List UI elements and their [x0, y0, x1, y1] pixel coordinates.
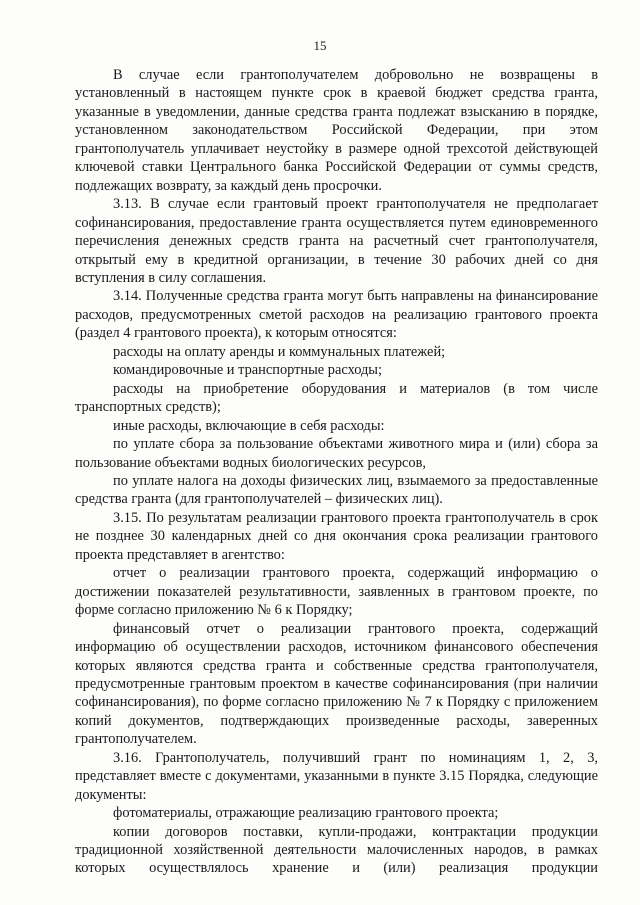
paragraph: фотоматериалы, отражающие реализацию грантового проекта;	[113, 805, 499, 822]
paragraph: 3.15. По результатам реализации грантового проекта грантополучатель в срок не позднее 30 календарных дней со дня окончания срока реализации грантового проекта представляет в агентство:	[75, 509, 598, 563]
paragraph: по уплате налога на доходы физических лиц, взымаемого за предоставленные средства гранта (для грантополучателей – физических лиц).	[75, 472, 598, 508]
paragraph: расходы на приобретение оборудования и материалов (в том числе транспортных средств);	[75, 380, 598, 416]
paragraph: 3.16. Грантополучатель, получивший грант по номинациям 1, 2, 3, представляет вместе с документами, указанными в пункте 3.15 Порядка, следующие документы:	[75, 749, 598, 803]
paragraph: отчет о реализации грантового проекта, содержащий информацию о достижении показателей результативности, заявленных в грантовом проекте, по форме согласно приложению № 6 к Порядку;	[75, 565, 598, 619]
page-number: 15	[313, 38, 327, 53]
paragraph: финансовый отчет о реализации грантового проекта, содержащий информацию об осуществлении расходов, источником финансового обеспечения которых являются средства гранта и собственные средства грантополучателя, предусмотренные грантовым проектом в качестве софинансирования (при наличии софинансирования), по форме согласно приложению № 7 к Порядку с приложением копий документов, подтверждающих произведенные расходы, заверенных грантополучателем.	[75, 620, 598, 748]
paragraph: В случае если грантополучателем добровольно не возвращены в установленный в настоящем пункте срок в краевой бюджет средства гранта, указанные в уведомлении, данные средства гранта подлежат взысканию в порядке, установленном законодательством Российской Федерации, при этом грантополучатель уплачивает неустойку в размере одной трехсотой действующей ключевой ставки Центрального банка Российской Федерации от суммы средств, подлежащих возврату, за каждый день просрочки.	[75, 67, 598, 194]
paragraph: копии договоров поставки, купли-продажи, контрактации продукции традиционной хозяйственной деятельности малочисленных народов, в рамках которых осуществлялось хранение и (или) реализация продукции	[75, 823, 598, 877]
document-body	[75, 66, 598, 878]
paragraph: по уплате сбора за пользование объектами животного мира и (или) сбора за пользование объектами водных биологических ресурсов,	[75, 436, 598, 471]
paragraph: 3.14. Полученные средства гранта могут быть направлены на финансирование расходов, предусмотренных сметой расходов на реализацию грантового проекта (раздел 4 грантового проекта), к которым относятся:	[75, 288, 598, 342]
paragraph: командировочные и транспортные расходы;	[113, 362, 382, 379]
paragraph: 3.13. В случае если грантовый проект грантополучателя не предполагает софинансирования, предоставление гранта осуществляется путем единовременного перечисления денежных средств гранта на расчетный счет грантополучателя, открытый ему в кредитной организации, в течение 30 рабочих дней со дня вступления в силу соглашения.	[75, 196, 598, 286]
paragraph: иные расходы, включающие в себя расходы:	[113, 417, 385, 434]
paragraph: расходы на оплату аренды и коммунальных платежей;	[113, 343, 446, 360]
